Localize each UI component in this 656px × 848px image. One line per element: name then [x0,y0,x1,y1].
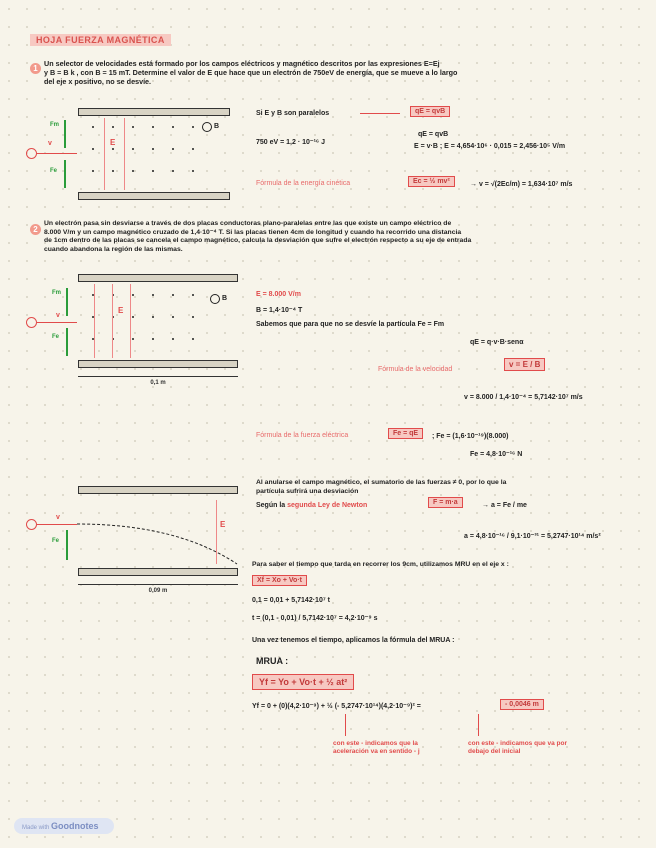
p2-y-line: Yf = 0 + (0)(4,2·10⁻⁹) + ½ (- 5,2747·10¹⁴)(4,2·10⁻⁹)² = [252,703,421,710]
length-line [78,584,238,585]
label-fe: Fe [50,168,58,174]
problem-number-2: 2 [30,224,41,235]
annotation-1: con este - indicamos que la aceleración va en sentido - j [333,740,420,755]
p2-sabemos: Sabemos que para que no se desvíe la partícula Fe = Fm [256,321,445,328]
p2-box-newton: F = m·a [428,497,463,508]
p2-fe-label: Fórmula de la fuerza eléctrica [256,432,349,439]
b-out-of-page-icon [210,294,220,304]
problem-number-1: 1 [30,63,41,74]
label-e: E [118,306,124,315]
p2-box-v: v = E / B [504,358,545,371]
p2-box-x: Xf = Xo + Vo·t [252,575,307,586]
velocity-arrow [37,153,77,154]
p2-fe-line-2: Fe = 4,8·10⁻¹⁶ N [470,451,523,458]
electron-icon [26,519,37,530]
fm-arrow [64,120,66,148]
p1-parallel-text: Si E y B son paralelos [256,110,330,117]
p2-a-line-2: a = 4,8·10⁻¹⁶ / 9,1·10⁻³¹ = 5,2747·10¹⁴ m/s² [464,533,601,540]
label-v: v [48,140,52,147]
e-field-line [104,118,105,190]
label-b: B [222,295,228,302]
p1-box-ec: Ec = ½ mv² [408,176,455,187]
annotation-arrow-1 [345,714,346,736]
b-out-of-page-icon [202,122,212,132]
p1-e-line: E = v·B ; E = 4,654·10⁶ · 0,015 = 2,456·10⁵ V/m [414,143,566,150]
length-line [78,376,238,377]
fe-arrow [66,328,68,356]
velocity-arrow [37,322,77,323]
p2-mrua-label: MRUA : [256,656,289,666]
p2-para-t: Para saber el tiempo que tarda en recorrer los 9cm, utilizamos MRU en el eje x : [252,561,509,568]
e-field-line [130,284,131,358]
problem-1-line-1: Un selector de velocidades está formado por los campos eléctricos y magnético descritos por las expresiones E=Ej [44,59,440,68]
label-fm: Fm [52,290,61,296]
fe-arrow [66,530,68,560]
made-with-text: Made with [22,825,50,831]
p2-para-2: partícula sufrirá una desviación [256,488,359,495]
diagram-2 [22,274,242,394]
label-fm: Fm [50,122,59,128]
p2-qe-line: qE = q·v·B·senα [470,339,524,346]
label-e: E [220,520,226,529]
p2-segunda: segunda Ley de Newton [287,502,368,509]
bottom-plate [78,568,238,576]
fe-arrow [64,160,66,188]
label-v: v [56,312,60,319]
p1-formula-label: Fórmula de la energía cinética [256,180,351,187]
length-label-2: 0,09 m [148,588,168,594]
problem-1-statement [44,59,644,86]
p2-segun-word: Según la [256,502,286,509]
bottom-plate [78,360,238,368]
problem-1-line-3: del eje x positivo, no se desvíe. [44,77,152,86]
p2-box-fe: Fe = qE [388,428,423,439]
p1-box-qe: qE = qvB [410,106,450,117]
top-plate [78,108,230,116]
magnetic-field-dots [92,126,212,186]
goodnotes-badge[interactable] [14,818,114,834]
length-label-1: 0,1 m [150,380,166,386]
diagram-1 [22,108,242,203]
p1-energy-line: 750 eV = 1,2 · 10⁻¹⁶ J [256,139,325,146]
p2-v-line: v = 8.000 / 1,4·10⁻⁴ = 5,7142·10⁷ m/s [464,394,583,401]
problem-1-line-2: y B = B k , con B = 15 mT. Determine el valor de E que hace que un electrón de 750eV de energía, que se mueve a lo largo [44,68,458,77]
top-plate [78,274,238,282]
label-e: E [110,138,116,147]
annotation-arrow-2 [478,714,479,736]
problem-2-line-1: Un electrón pasa sin desviarse a través de dos placas conductoras plano-paralelas entre las que existe un campo eléctrico de [44,220,452,227]
electron-icon [26,148,37,159]
label-v: v [56,514,60,521]
p1-v-line: → v = √(2Ec/m) = 1,634·10⁷ m/s [470,181,573,188]
p2-vel-label: Fórmula de la velocidad [378,366,453,373]
arrow [360,113,400,114]
trajectory-curve [77,520,242,566]
p2-a-line: → a = Fe / me [482,502,527,509]
p2-b-value: B = 1,4·10⁻⁴ T [256,307,303,314]
e-field-line [124,118,125,190]
problem-2-line-3: de 1cm dentro de las placas se cancela el campo magnético, calcula la desviación que sufre el electrón respecto a su eje de entrada [44,237,472,244]
p2-e-value: E = 8.000 V/m [256,291,301,298]
p2-para-1: Al anularse el campo magnético, el sumatorio de las fuerzas ≠ 0, por lo que la [256,479,507,486]
problem-2-line-2: 8.000 V/m y un campo magnético cruzado de 1,4·10⁻⁴ T. Si las placas tienen 4cm de longitud y cuando ha recorrido una distancia [44,228,462,236]
annotation-2: con este - indicamos que va por debajo del inicial [468,740,567,755]
p1-qe-line: qE = qvB [418,131,449,138]
page-title: HOJA FUERZA MAGNÉTICA [30,34,171,46]
problem-2-statement [44,220,648,254]
bottom-plate [78,192,230,200]
fm-arrow [66,288,68,316]
p2-segun [256,501,367,510]
diagram-3 [22,480,242,600]
velocity-arrow [37,524,77,525]
problem-2-line-4: cuando abandona la región de las mismas. [44,245,183,253]
e-field-line [216,500,217,564]
p2-box-mrua: Yf = Yo + Vo·t + ½ at² [252,674,354,690]
label-fe: Fe [52,334,60,340]
label-b: B [214,123,220,130]
top-plate [78,486,238,494]
e-field-line [112,284,113,358]
e-field-line [94,284,95,358]
p2-fe-line: ; Fe = (1,6·10⁻¹⁹)(8.000) [432,433,509,440]
electron-icon [26,317,37,328]
p2-mrua-line: Una vez tenemos el tiempo, aplicamos la fórmula del MRUA : [252,637,455,644]
goodnotes-brand: Goodnotes [51,821,99,831]
p2-x-line-2: t = (0,1 - 0,01) / 5,7142·10⁷ = 4,2·10⁻⁹ s [252,615,378,622]
label-fe: Fe [52,538,60,544]
p2-x-line-1: 0,1 = 0,01 + 5,7142·10⁷ t [252,597,331,604]
p2-result: - 0,0046 m [500,699,544,710]
